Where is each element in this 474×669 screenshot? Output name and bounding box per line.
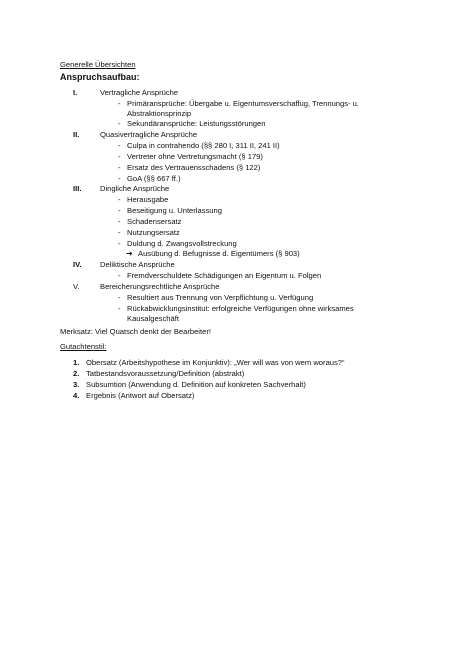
step-number: 4. [73, 391, 80, 400]
section-heading: Anspruchsaufbau: [60, 72, 140, 82]
list-item: Primäransprüche: Übergabe u. Eigentumsverschaffug, Trennungs- u. [127, 99, 360, 108]
step-text: Subsumtion (Anwendung d. Definition auf konkreten Sachverhalt) [86, 380, 306, 389]
step-text: Ergebnis (Antwort auf Obersatz) [86, 391, 195, 400]
list-item: Fremdverschuldete Schädigungen an Eigentum u. Folgen [127, 271, 322, 280]
section-label-4: Deliktische Ansprüche [100, 260, 175, 269]
step-text: Tatbestandsvoraussetzung/Definition (abstrakt) [86, 369, 245, 378]
bullet-dash: - [118, 206, 121, 215]
step-number: 2. [73, 369, 80, 378]
bullet-dash: - [118, 271, 121, 280]
bullet-dash: - [118, 163, 121, 172]
step-text: Obersatz (Arbeitshypothese im Konjunktiv): „Wer will was von wem woraus?“ [86, 358, 345, 367]
bullet-dash: - [118, 293, 121, 302]
bullet-dash: - [118, 119, 121, 128]
right-arrow-icon: ➔ [126, 249, 133, 258]
list-item: GoA (§§ 667 ff.) [127, 174, 181, 183]
list-item: Resultiert aus Trennung von Verpflichtung u. Verfügung [127, 293, 314, 302]
section-label-5: Bereicherungsrechtliche Ansprüche [100, 282, 220, 291]
list-item: Duldung d. Zwangsvollstreckung [127, 239, 237, 248]
list-item-continuation: Kausalgeschäft [127, 314, 179, 323]
bullet-dash: - [118, 239, 121, 248]
step-number: 1. [73, 358, 80, 367]
list-item: Sekundäransprüche: Leistungsstörungen [127, 119, 266, 128]
list-item: Beseitigung u. Unterlassung [127, 206, 222, 215]
numeral-2: II. [73, 130, 80, 139]
gutachten-heading: Gutachtenstil: [60, 342, 107, 351]
step-number: 3. [73, 380, 80, 389]
list-item: Nutzungsersatz [127, 228, 180, 237]
section-label-2: Quasivertragliche Ansprüche [100, 130, 198, 139]
bullet-dash: - [118, 141, 121, 150]
bullet-dash: - [118, 195, 121, 204]
bullet-dash: - [118, 217, 121, 226]
section-label-3: Dingliche Ansprüche [100, 184, 170, 193]
bullet-dash: - [118, 174, 121, 183]
bullet-dash: - [118, 304, 121, 313]
arrow-item: Ausübung d. Befugnisse d. Eigentümers (§ 903) [138, 249, 300, 258]
section-label-1: Vertragliche Ansprüche [100, 88, 179, 97]
numeral-3: III. [73, 184, 82, 193]
list-item: Culpa in contrahendo (§§ 280 I, 311 II, 241 II) [127, 141, 280, 150]
list-item: Herausgabe [127, 195, 169, 204]
numeral-4: IV. [73, 260, 82, 269]
numeral-1: I. [73, 88, 78, 97]
list-item-continuation: Abstraktionsprinzip [127, 109, 192, 118]
list-item: Schadensersatz [127, 217, 182, 226]
bullet-dash: - [118, 228, 121, 237]
page-title: Generelle Übersichten [60, 60, 136, 69]
numeral-5: V. [73, 282, 80, 291]
merksatz-text: Merksatz: Viel Quatsch denkt der Bearbeiter! [60, 327, 211, 336]
list-item: Vertreter ohne Vertretungsmacht (§ 179) [127, 152, 263, 161]
list-item: Rückabwicklungsinstitut: erfolgreiche Verfügungen ohne wirksames [127, 304, 354, 313]
bullet-dash: - [118, 152, 121, 161]
bullet-dash: - [118, 99, 121, 108]
list-item: Ersatz des Vertrauensschadens (§ 122) [127, 163, 261, 172]
